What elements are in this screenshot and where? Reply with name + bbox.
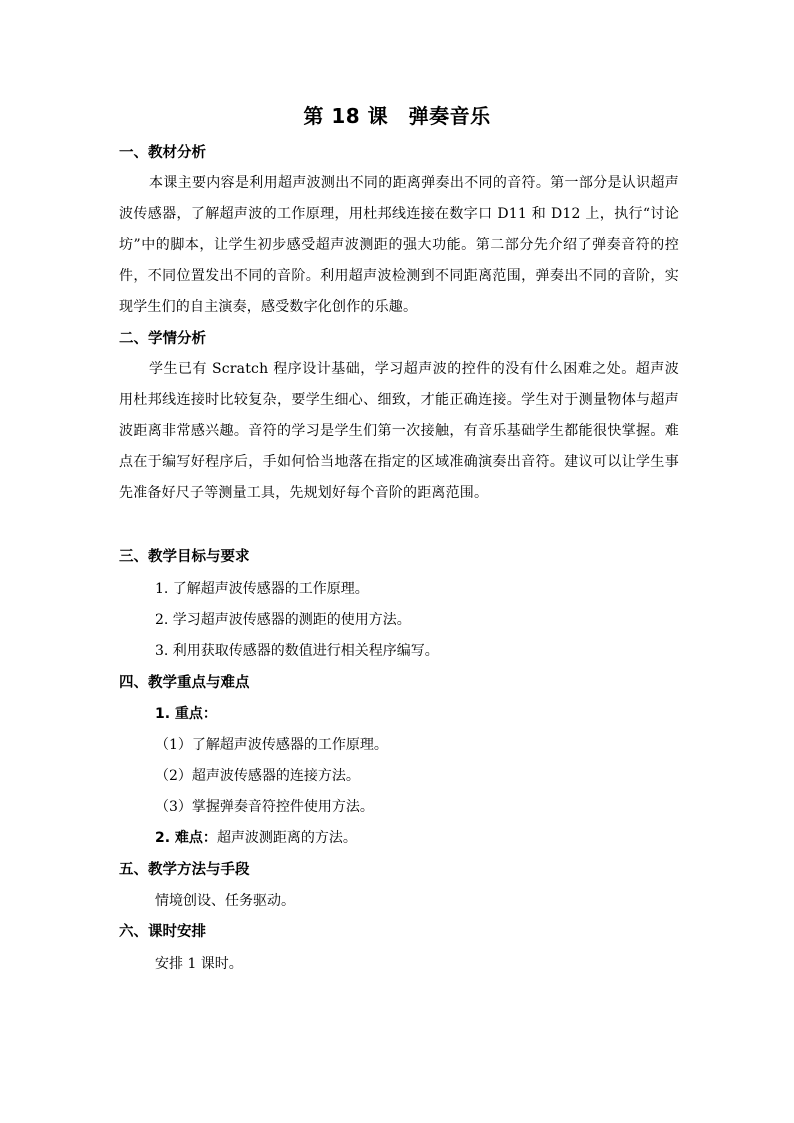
difficulty-line — [155, 827, 357, 849]
section-heading-goals: 三、教学目标与要求 — [119, 549, 250, 565]
goal-item: 2. 学习超声波传感器的测距的使用方法。 — [155, 612, 411, 628]
section-heading-key-points: 四、教学重点与难点 — [119, 675, 250, 691]
key-points-label: 1. 重点： — [155, 706, 217, 722]
section-heading-textbook-analysis: 一、教材分析 — [119, 145, 206, 161]
goal-item: 3. 利用获取传感器的数值进行相关程序编写。 — [155, 643, 439, 659]
difficulty-label: 2. 难点： — [155, 830, 217, 846]
key-point-item: （1）了解超声波传感器的工作原理。 — [155, 737, 388, 753]
section-heading-student-analysis: 二、学情分析 — [119, 331, 206, 347]
key-point-item: （3）掌握弹奏音符控件使用方法。 — [155, 799, 374, 815]
document-title: 第 18 课 弹奏音乐 — [303, 104, 491, 128]
schedule-text: 安排 1 课时。 — [155, 956, 243, 972]
key-point-item: （2）超声波传感器的连接方法。 — [155, 768, 360, 784]
section-heading-schedule: 六、课时安排 — [119, 924, 206, 940]
goal-item: 1. 了解超声波传感器的工作原理。 — [155, 581, 369, 597]
difficulty-text: 超声波测距离的方法。 — [216, 830, 357, 846]
section-paragraph-student-analysis: 学生已有 Scratch 程序设计基础，学习超声波的控件的没有什么困难之处。超声波用杜邦线连接时比较复杂，要学生细心、细致，才能正确连接。学生对于测量物体与超声波距离非常感兴趣。音符的学习是学生们第一次接触，有音乐基础学生都能很快掌握。难点在于编写好程序后，手如何恰当地落在指定的区域准确演奏出音符。建议可以让学生事先准备好尺子等测量工具，先规划好每个音阶的距离范围。 — [119, 361, 679, 501]
methods-text: 情境创设、任务驱动。 — [155, 893, 295, 909]
section-paragraph-textbook-analysis: 本课主要内容是利用超声波测出不同的距离弹奏出不同的音符。第一部分是认识超声波传感器，了解超声波的工作原理，用杜邦线连接在数字口 D11 和 D12 上，执行“讨论坊”中的脚本，让学生初步感受超声波测距的强大功能。第二部分先介绍了弹奏音符的控件，不同位置发出不同的音阶。利用超声波检测到不同距离范围，弹奏出不同的音阶，实现学生们的自主演奏，感受数字化创作的乐趣。 — [119, 175, 679, 315]
section-heading-methods: 五、教学方法与手段 — [119, 862, 250, 878]
